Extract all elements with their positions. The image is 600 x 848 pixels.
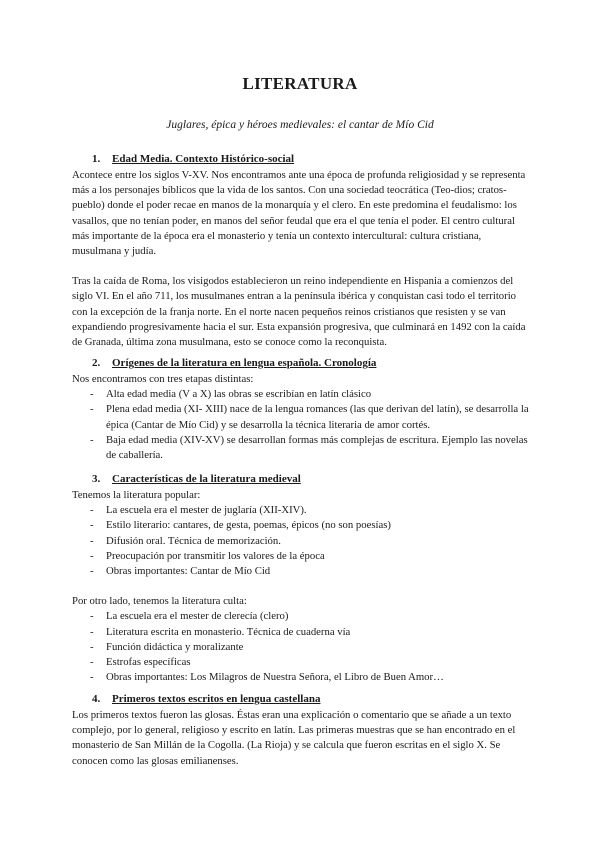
list-item: - Estrofas específicas xyxy=(90,656,191,669)
section-heading-text: Orígenes de la literatura en lengua española. Cronología xyxy=(112,357,377,369)
section-number: 1. xyxy=(92,153,101,165)
section-2 xyxy=(72,356,532,463)
section-4-heading xyxy=(72,692,532,708)
section-number: 2. xyxy=(92,357,101,369)
section-1 xyxy=(72,152,532,350)
list-item: - Obras importantes: Los Milagros de Nuestra Señora, el Libro de Buen Amor… xyxy=(90,671,444,684)
section-1-heading xyxy=(72,152,532,168)
section-intro: Tenemos la literatura popular: xyxy=(72,489,201,501)
list-item: - La escuela era el mester de juglaría (XII-XIV). xyxy=(90,504,307,517)
list-item: - Obras importantes: Cantar de Mío Cid xyxy=(90,565,271,578)
section-3 xyxy=(72,472,532,685)
document-subtitle: Juglares, épica y héroes medievales: el cantar de Mío Cid xyxy=(166,119,434,131)
paragraph: Tras la caída de Roma, los visigodos establecieron un reino independiente en Hispania a comienzos del siglo VI. En el año 711, los musulmanes entran a la península ibérica y conquistan casi todo el territorio con la excepción de la franja norte. En el norte nacen pequeños reinos cristianos que resisten y se van expandiendo progresivamente hacia el sur. Esta expansión progresiva, que culminará en 1492 con la caída de Granada, última zona musulmana, esto se conoce como la reconquista. xyxy=(72,275,526,349)
stages-list xyxy=(72,387,532,463)
section-heading-text: Primeros textos escritos en lengua castellana xyxy=(112,693,321,705)
section-2-heading xyxy=(72,356,532,372)
list-item: - Plena edad media (XI- XIII) nace de la lengua romances (las que derivan del latín), se desarrolla la épica (Cantar de Mío Cid) y se desarrolla la técnica literaria de amor cortés. xyxy=(90,403,529,431)
list-item: - Difusión oral. Técnica de memorización. xyxy=(90,534,281,547)
popular-literature-list xyxy=(72,503,532,579)
list-item: - Literatura escrita en monasterio. Técnica de cuaderna vía xyxy=(90,625,351,638)
list-item: - Preocupación por transmitir los valores de la época xyxy=(90,549,325,562)
paragraph: Los primeros textos fueron las glosas. Éstas eran una explicación o comentario que se añade a un texto complejo, por lo general, religioso y escrito en latín. Las primeras muestras que se han encontrado en el monasterio de San Millán de la Cogolla. (La Rioja) y se calcula que fueron escritas en el siglo X. Se conocen como las glosas emilianenses. xyxy=(72,709,516,767)
document-title: LITERATURA xyxy=(242,74,358,93)
list-item: - Función didáctica y moralizante xyxy=(90,640,244,653)
section-number: 3. xyxy=(92,473,101,485)
list-item: - La escuela era el mester de clerecía (clero) xyxy=(90,610,289,623)
cult-literature-list xyxy=(72,609,532,685)
section-heading-text: Características de la literatura medieval xyxy=(112,473,301,485)
section-heading-text: Edad Media. Contexto Histórico-social xyxy=(112,153,295,165)
section-intro-2: Por otro lado, tenemos la literatura culta: xyxy=(72,595,247,608)
list-item: - Baja edad media (XIV-XV) se desarrollan formas más complejas de escritura. Ejemplo las novelas de caballería. xyxy=(90,433,528,462)
section-3-heading xyxy=(72,472,532,488)
paragraph: Acontece entre los siglos V-XV. Nos encontramos ante una época de profunda religiosidad y se representa más a los personajes bíblicos que la vida de los santos. Con una sociedad teocrática (Teo-dios; cratos-pueblo) donde el poder recae en manos de la monarquía y el clero. En este predomina el feudalismo: los vasallos, que no tenían poder, en manos del señor feudal que era el que tenía el poder. El centro cultural más importante de la época era el monasterio y tenía un contexto intercultural: cultura cristiana, musulmana y judía. xyxy=(72,169,526,258)
section-number: 4. xyxy=(92,693,101,705)
list-item: - Alta edad media (V a X) las obras se escribían en latín clásico xyxy=(90,388,372,401)
section-4 xyxy=(72,692,532,769)
section-intro: Nos encontramos con tres etapas distintas: xyxy=(72,373,254,385)
list-item: - Estilo literario: cantares, de gesta, poemas, épicos (no son poesías) xyxy=(90,519,391,532)
